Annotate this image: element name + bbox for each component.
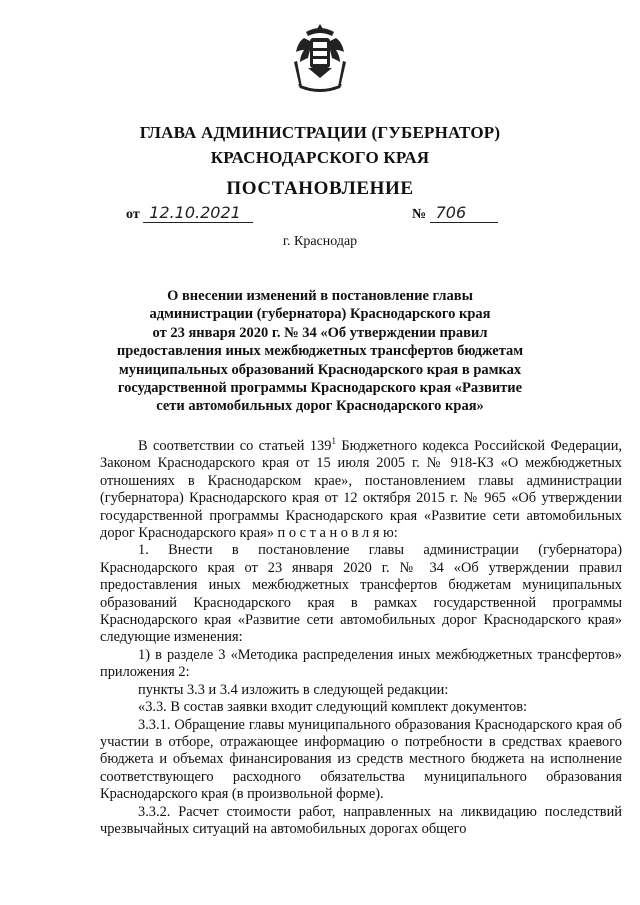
document-type: ПОСТАНОВЛЕНИЕ <box>226 178 414 199</box>
date-value: 12.10.2021 <box>143 204 253 223</box>
subject-line: сети автомобильных дорог Краснодарского края» <box>156 398 484 415</box>
preamble-start: В соответствии со статьей 139 <box>138 438 332 454</box>
issuing-authority-line-1: ГЛАВА АДМИНИСТРАЦИИ (ГУБЕРНАТОР) <box>139 123 501 142</box>
item-1-paragraph: 1. Внести в постановление главы администрации (губернатора) Краснодарского края от 23 января 2020 г. № 34 «Об утверждении правил предоставления иных межбюджетных трансфертов бюджетам муниципальных образований Краснодарского края в рамках государственной программы Краснодарского края «Развитие сети автомобильных дорог Краснодарского края» следующие изменения: <box>100 542 622 646</box>
number-field <box>412 204 498 223</box>
item-1-1-paragraph: 1) в разделе 3 «Методика распределения иных межбюджетных трансфертов» приложения 2: <box>100 646 622 681</box>
preamble-paragraph <box>100 438 622 542</box>
subject-line: от 23 января 2020 г. № 34 «Об утверждении правил <box>152 324 488 341</box>
number-value: 706 <box>430 204 498 223</box>
date-field <box>126 204 253 223</box>
document-body <box>100 438 622 838</box>
issuing-authority <box>0 120 640 170</box>
document-subject <box>60 287 580 416</box>
clause-3-3-paragraph: «3.3. В состав заявки входит следующий комплект документов: <box>138 699 528 716</box>
subject-line: администрации (губернатора) Краснодарского края <box>149 306 491 323</box>
date-label: от <box>126 207 140 222</box>
subject-line: предоставления иных межбюджетных трансфертов бюджетам <box>116 343 524 360</box>
item-1-1-a-paragraph: пункты 3.3 и 3.4 изложить в следующей редакции: <box>138 681 449 698</box>
clause-3-3-1-paragraph: 3.3.1. Обращение главы муниципального образования Краснодарского края об участии в отборе, отражающее информацию о потребности в средствах краевого бюджета и объемах финансирования из средств местного бюджета на исполнение соответствующего расходного обязательства муниципального образования Краснодарского края (в произвольной форме). <box>100 716 622 803</box>
subject-line: муниципальных образований Краснодарского края в рамках <box>118 361 522 378</box>
clause-3-3-2-paragraph: 3.3.2. Расчет стоимости работ, направленных на ликвидацию последствий чрезвычайных ситуаций на автомобильных дорогах общего <box>100 803 622 837</box>
article-superscript: 1 <box>331 436 336 447</box>
issuing-authority-line-2: КРАСНОДАРСКОГО КРАЯ <box>210 148 430 167</box>
coat-of-arms-icon <box>288 22 352 96</box>
city: г. Краснодар <box>282 234 358 249</box>
number-label: № <box>412 207 427 222</box>
subject-line: О внесении изменений в постановление главы <box>167 288 473 304</box>
subject-line: государственной программы Краснодарского края «Развитие <box>117 380 523 397</box>
preamble-rest: Бюджетного кодекса Российской Федерации, Законом Краснодарского края от 15 июля 2005 г. № 918-КЗ «О межбюджетных отношениях в Краснодарском крае», постановлением главы администрации (губернатора) Краснодарского края от 12 октября 2015 г. № 965 «Об утверждении государственной программы Краснодарского края «Развитие сети автомобильных дорог Краснодарского края» п о с т а н о в л я ю: <box>100 438 622 542</box>
